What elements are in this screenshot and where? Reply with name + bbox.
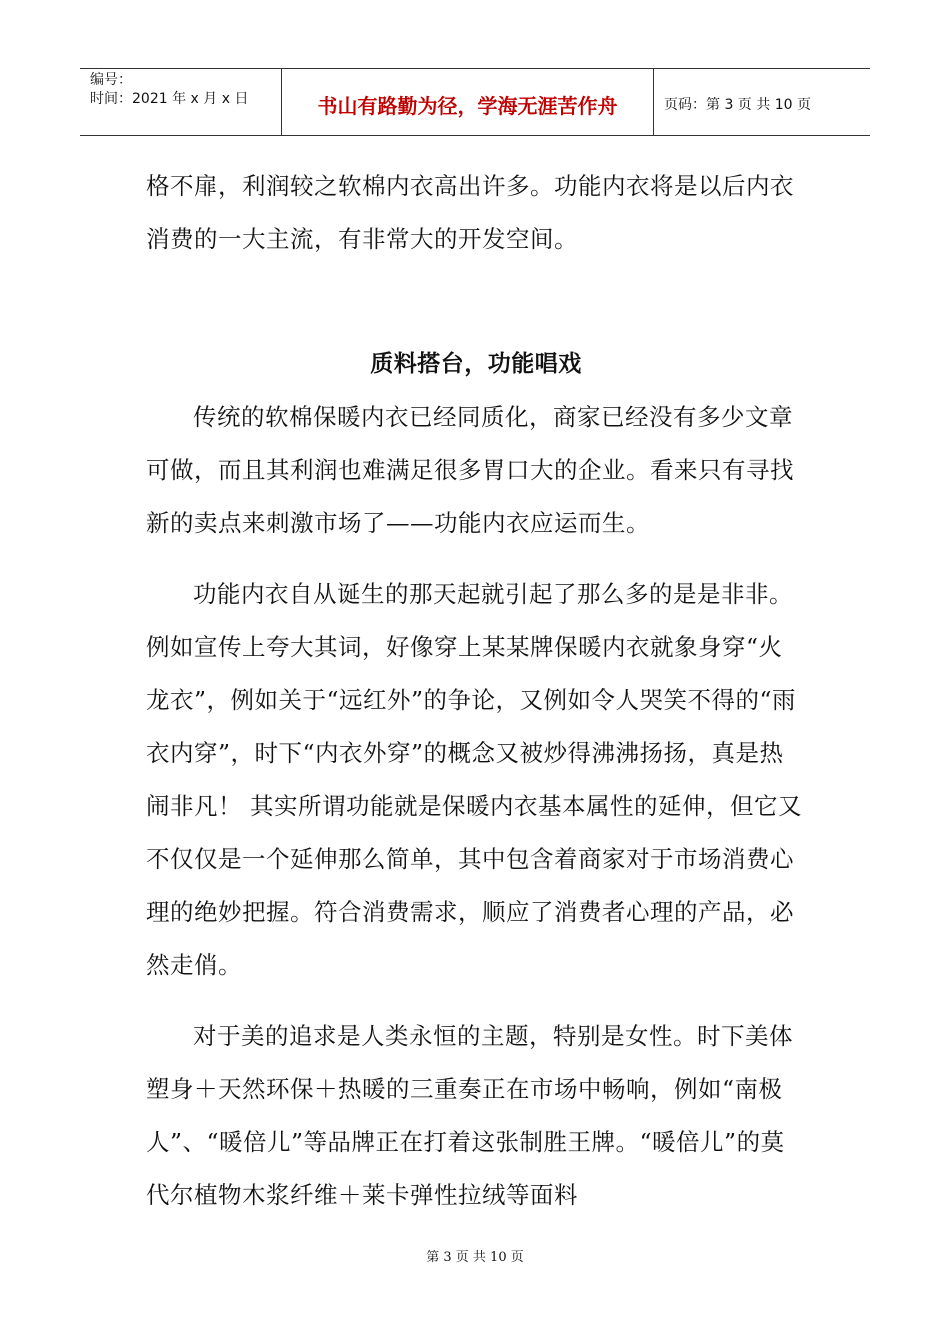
spacer	[146, 550, 806, 568]
document-body	[146, 160, 806, 1222]
paragraph: 传统的软棉保暖内衣已经同质化，商家已经没有多少文章可做，而且其利润也难满足很多胃口大的企业。看来只有寻找新的卖点来刺激市场了——功能内衣应运而生。	[146, 403, 794, 537]
section-title: 质料搭台，功能唱戏	[370, 351, 582, 377]
paragraph: 对于美的追求是人类永恒的主题，特别是女性。时下美体塑身＋天然环保＋热暖的三重奏正在市场中畅响，例如“南极人”、“暖倍儿”等品牌正在打着这张制胜王牌。“暖倍儿”的莫代尔植物木浆纤维＋莱卡弹性拉绒等面料	[146, 1022, 793, 1209]
page-footer: 第 3 页 共 10 页	[426, 1250, 524, 1265]
document-date-label: 时间：2021 年 x 月 x 日	[90, 91, 249, 107]
intro-paragraph: 格不扉，利润较之软棉内衣高出许多。功能内衣将是以后内衣消费的一大主流，有非常大的开发空间。	[146, 172, 794, 253]
spacer	[146, 992, 806, 1010]
header-motto: 书山有路勤为径，学海无涯苦作舟	[282, 69, 654, 135]
document-header	[80, 68, 870, 136]
spacer	[146, 266, 806, 338]
paragraph: 功能内衣自从诞生的那天起就引起了那么多的是是非非。例如宣传上夸大其词，好像穿上某某牌保暖内衣就象身穿“火龙衣”，例如关于“远红外”的争论，又例如令人哭笑不得的“雨衣内穿”，时下“内衣外穿”的概念又被炒得沸沸扬扬，真是热闹非凡！ 其实所谓功能就是保暖内衣基本属性的延伸，但它又不仅仅是一个延伸那么简单，其中包含着商家对于市场消费心理的绝妙把握。符合消费需求，顺应了消费者心理的产品，必然走俏。	[146, 580, 802, 979]
header-page-info: 页码：第 3 页 共 10 页	[664, 97, 811, 113]
header-meta	[80, 69, 282, 135]
document-number-label: 编号：	[90, 72, 132, 88]
